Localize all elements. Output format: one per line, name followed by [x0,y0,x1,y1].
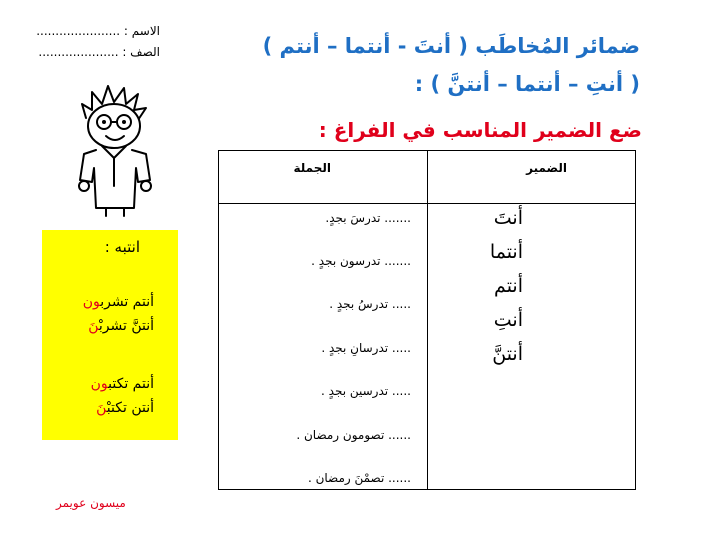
pronoun-item: أنتنَّ [492,343,523,365]
pronoun-item: أنتما [489,241,523,263]
note-line-1 [83,294,154,310]
note-line-4 [96,400,154,416]
table-sentence-1[interactable]: ....... تدرسَ بجدٍ. [325,211,411,225]
page-title: ضمائر المُخاطَب ( أنتَ - أنتما – أنتم ) [262,34,640,58]
note-heading: انتبه : [104,238,140,256]
note-line-2-base: أنتنَّ تشرب [98,318,154,334]
note-line-1-suffix: ون [82,294,101,310]
note-line-3 [91,376,154,392]
author-name: ميسون عويمر [56,496,126,510]
note-line-2 [88,318,154,334]
note-box [42,230,178,440]
pronoun-item: أنتَ [493,207,523,229]
table-sentence-2[interactable]: ....... تدرسون بجدٍ . [311,254,411,268]
table-header-sentence: الجملة [293,161,331,175]
page-subtitle: ( أنتِ – أنتما – أنتنَّ ) : [414,72,640,96]
note-line-1-base: أنتم تشرب [100,294,154,310]
table-sentence-5[interactable]: ..... تدرسين بجدٍ . [321,384,411,398]
name-field[interactable]: الاسم : ...................... [36,24,160,38]
exercise-table [218,150,636,490]
note-line-3-suffix: ون [90,376,109,392]
table-column-divider [427,151,428,489]
pronoun-item: أنتِ [493,309,523,331]
table-sentence-4[interactable]: ..... تدرسانِ بجدٍ . [321,341,411,355]
table-sentence-6[interactable]: ...... تصومون رمضان . [296,428,411,442]
table-header-pronoun: الضمير [526,161,567,175]
pronoun-item: أنتم [494,275,523,297]
note-line-3-base: أنتم تكتب [108,376,154,392]
table-sentence-7[interactable]: ...... تصمْنَ رمضان . [307,471,411,485]
class-field[interactable]: الصف : ..................... [38,45,160,59]
note-line-2-suffix: ْنَ [88,318,99,334]
cartoon-boy-illustration [70,82,160,222]
note-line-4-suffix: ْنَ [96,400,107,416]
note-line-4-base: أنتن تكتب [106,400,154,416]
instruction-text: ضع الضمير المناسب في الفراغ : [318,118,642,142]
table-sentence-3[interactable]: ..... تدرسُ بجدٍ . [329,297,411,311]
